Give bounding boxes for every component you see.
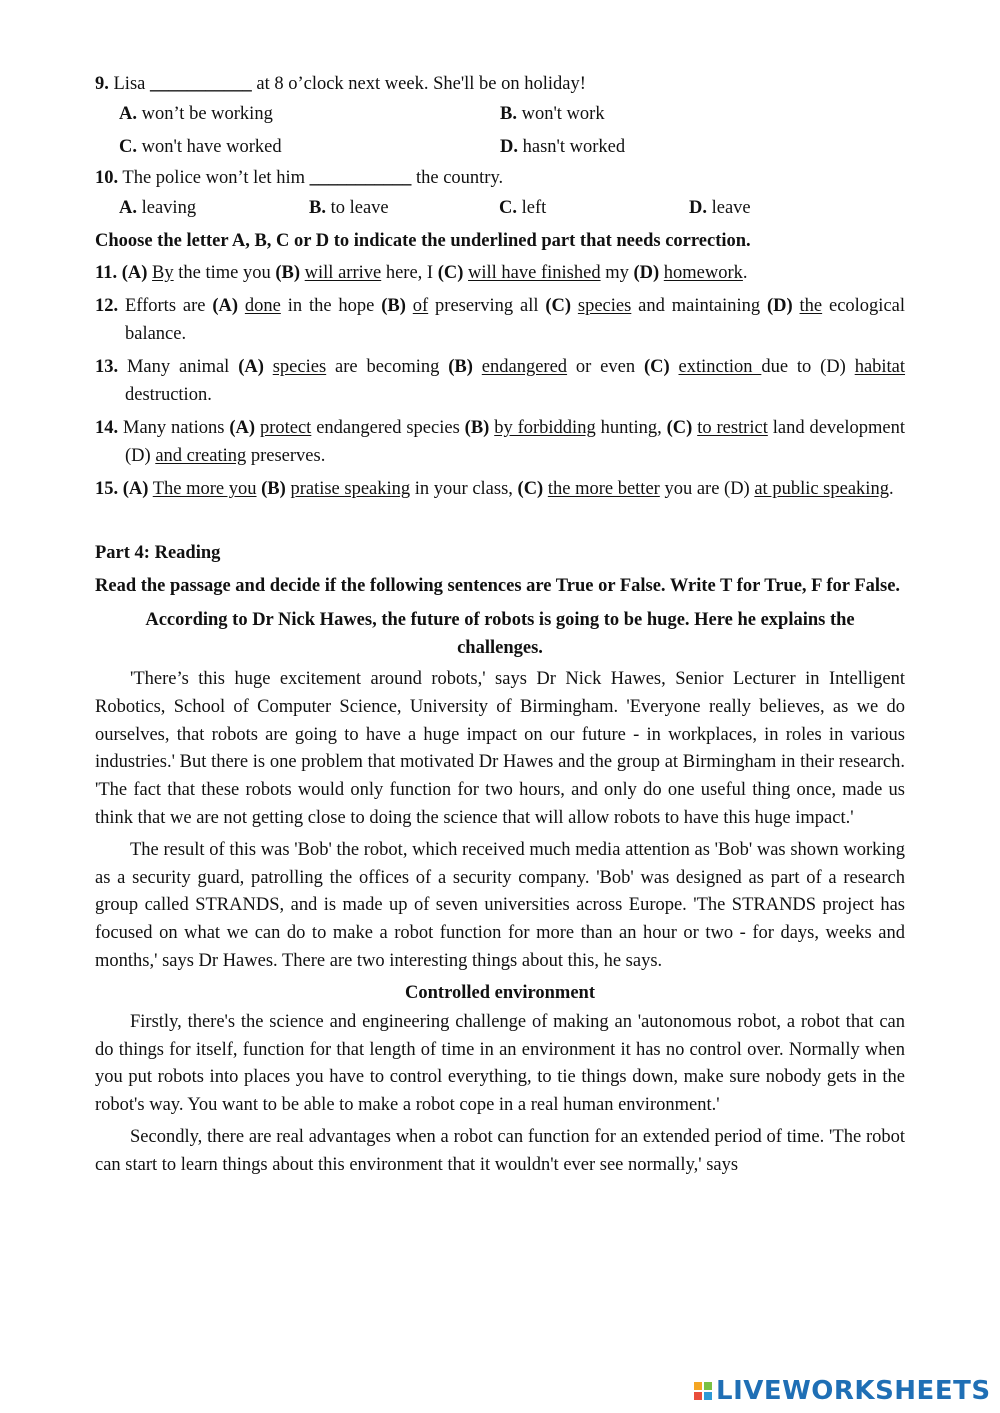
option-a-underlined[interactable]: By: [152, 263, 174, 283]
passage-paragraph-1: 'There’s this huge excitement around robots,' says Dr Nick Hawes, Senior Lecturer in Intelligent Robotics, School of Computer Science, University of Birmingham. 'Everyone really believes, as we do ourselves, that robots are going to have a huge impact on our future - in workplaces, in roles in various industries.' But there is one problem that motivated Dr Hawes and the group at Birmingham in their research. 'The fact that these robots would only function for two hours, and only do one useful thing once, made us think that we are not getting close to doing the science that will allow robots to have this huge impact.': [95, 669, 905, 828]
option-b[interactable]: B. won't work: [500, 104, 605, 124]
option-a-underlined[interactable]: species: [272, 357, 327, 377]
passage-subheading: Controlled environment: [405, 982, 595, 1003]
option-c-underlined[interactable]: extinction: [678, 357, 762, 377]
answer-blank[interactable]: ___________: [309, 168, 412, 188]
option-b-underlined[interactable]: endangered: [481, 357, 568, 377]
option-b[interactable]: B. to leave: [309, 198, 389, 218]
option-c-underlined[interactable]: species: [577, 296, 632, 316]
question-9: 9. Lisa ___________ at 8 o’clock next week. She'll be on holiday!: [95, 74, 586, 94]
question-11: 11. (A) By the time you (B) will arrive here, I (C) will have finished my (D) homework.: [95, 263, 748, 283]
question-15: 15. (A) The more you (B) pratise speaking in your class, (C) the more better you are (D) at public speaking.: [95, 479, 894, 499]
part-4-title: Part 4: Reading: [95, 543, 221, 563]
correction-instruction: Choose the letter A, B, C or D to indicate the underlined part that needs correction.: [95, 231, 751, 251]
option-a[interactable]: A. won’t be working: [119, 104, 273, 124]
liveworksheets-logo: [694, 1376, 991, 1406]
option-c[interactable]: C. won't have worked: [119, 137, 282, 157]
answer-blank[interactable]: ___________: [149, 74, 252, 94]
option-b-underlined[interactable]: by forbidding: [494, 418, 596, 438]
question-13: 13. Many animal (A) species are becoming (B) endangered or even (C) extinction due to (D) habitat destruction.: [95, 357, 906, 405]
question-number: 9.: [95, 74, 109, 94]
option-a-underlined[interactable]: protect: [259, 418, 312, 438]
worksheet-page: [95, 70, 905, 1180]
option-a[interactable]: A. leaving: [119, 198, 197, 218]
question-10: 10. The police won’t let him ___________ the country.: [95, 168, 504, 188]
option-d-underlined[interactable]: homework: [663, 263, 743, 283]
option-b-underlined[interactable]: will arrive: [304, 263, 382, 283]
option-c-underlined[interactable]: the more better: [547, 479, 660, 499]
option-c[interactable]: C. left: [499, 198, 547, 218]
option-c-underlined[interactable]: to restrict: [697, 418, 768, 438]
passage-paragraph-4: Secondly, there are real advantages when a robot can function for an extended period of time. 'The robot can start to learn things about this environment that it wouldn't ever see normally,' says: [95, 1126, 905, 1175]
option-d-underlined[interactable]: habitat: [854, 357, 906, 377]
option-b-underlined[interactable]: of: [412, 296, 429, 316]
option-d-underlined[interactable]: and creating: [155, 446, 247, 466]
option-d-underlined[interactable]: at public speaking: [754, 479, 889, 499]
question-10-options: [95, 192, 905, 225]
option-a-underlined[interactable]: The more you: [152, 479, 257, 499]
option-d[interactable]: D. hasn't worked: [500, 137, 626, 157]
question-9-options-row-1: [95, 98, 905, 131]
passage-title: According to Dr Nick Hawes, the future of robots is going to be huge. Here he explains the challenges.: [145, 610, 855, 658]
reading-instruction: Read the passage and decide if the following sentences are True or False. Write T for True, F for False.: [95, 576, 901, 596]
option-c-underlined[interactable]: will have finished: [468, 263, 601, 283]
passage-paragraph-3: Firstly, there's the science and engineering challenge of making an 'autonomous robot, a robot that can do things for itself, function for that length of time in an environment it has no control over. Normally when you put robots into places you have to control everything, to tie things down, make sure nobody gets in the robot's way. You want to be able to make a robot cope in a real human environment.': [95, 1011, 905, 1116]
option-b-underlined[interactable]: pratise speaking: [290, 479, 411, 499]
logo-mark-icon: [694, 1382, 712, 1400]
option-d[interactable]: D. leave: [689, 198, 751, 218]
passage-paragraph-2: The result of this was 'Bob' the robot, which received much media attention as 'Bob' was shown working as a security guard, patrolling the offices of a security company. 'Bob' was designed as part of a research group called STRANDS, and is made up of seven universities across Europe. 'The STRANDS project has focused on what we can do to make a robot function for more than an hour or two - for days, weeks and months,' says Dr Hawes. There are two interesting things about this, he says.: [95, 839, 905, 971]
option-a-underlined[interactable]: done: [244, 296, 281, 316]
logo-text: LIVEWORKSHEETS: [716, 1376, 991, 1406]
option-d-underlined[interactable]: the: [799, 296, 823, 316]
question-9-options-row-2: [95, 131, 905, 164]
question-14: 14. Many nations (A) protect endangered species (B) by forbidding hunting, (C) to restrict land development (D) and creating preserves.: [95, 418, 906, 466]
question-12: 12. Efforts are (A) done in the hope (B) of preserving all (C) species and maintaining (D) the ecological balance.: [95, 296, 906, 344]
question-number: 10.: [95, 168, 119, 188]
